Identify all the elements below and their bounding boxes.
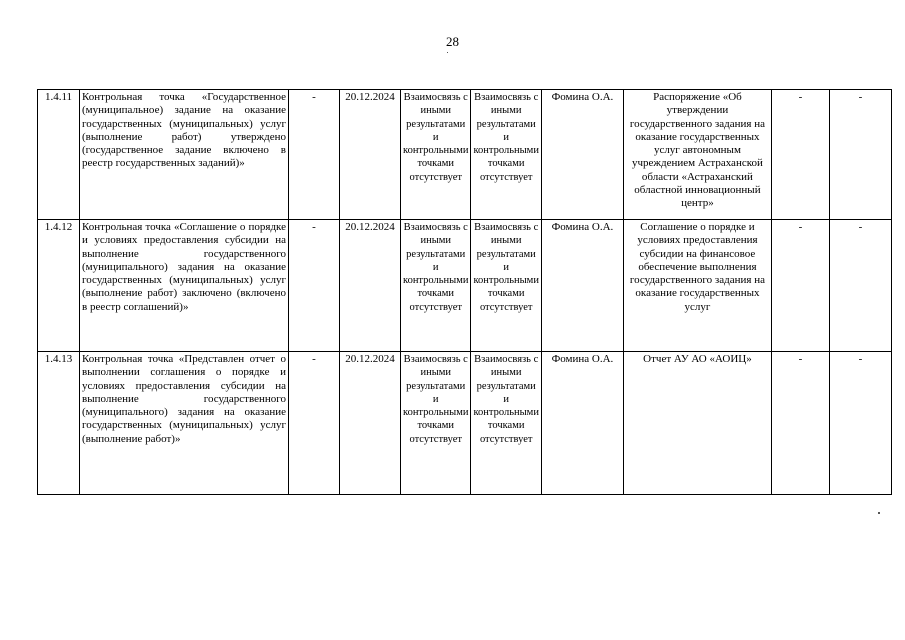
row-link-b: Взаимосвязь с иными результатами и контрольными точками отсутствует <box>471 90 541 220</box>
row-document: Распоряжение «Об утверждении государственного задания на оказание государственных услуг автономным учреждением Астраханской области «Астраханский областной инновационный центр» <box>623 90 771 220</box>
row-number: 1.4.11 <box>38 90 80 220</box>
row-document: Отчет АУ АО «АОИЦ» <box>623 352 771 495</box>
cell-dash: - <box>829 220 891 352</box>
row-description: Контрольная точка «Представлен отчет о выполнении соглашения о порядке и условиях предоставления субсидии на выполнение государственного (муниципального) задания на оказание государственных (муниципальных) услуг (выполнение работ)» <box>80 352 289 495</box>
cell-dash: - <box>289 352 340 495</box>
scan-speck <box>878 512 880 514</box>
row-link-b: Взаимосвязь с иными результатами и контрольными точками отсутствует <box>471 352 541 495</box>
cell-dash: - <box>829 90 891 220</box>
cell-dash: - <box>771 90 829 220</box>
row-date: 20.12.2024 <box>340 352 401 495</box>
row-description: Контрольная точка «Государственное (муниципальное) задание на оказание государственных (муниципальных) услуг (выполнение работ) утверждено (государственное задание включено в реестр государственных заданий)» <box>80 90 289 220</box>
row-link-a: Взаимосвязь с иными результатами и контрольными точками отсутствует <box>401 352 471 495</box>
cell-dash: - <box>289 220 340 352</box>
cell-dash: - <box>829 352 891 495</box>
cell-dash: - <box>289 90 340 220</box>
cell-dash: - <box>771 352 829 495</box>
table-row <box>38 90 892 220</box>
scan-speck <box>447 52 448 53</box>
row-responsible: Фомина О.А. <box>541 90 623 220</box>
row-number: 1.4.12 <box>38 220 80 352</box>
table-row <box>38 352 892 495</box>
row-number: 1.4.13 <box>38 352 80 495</box>
row-link-b: Взаимосвязь с иными результатами и контрольными точками отсутствует <box>471 220 541 352</box>
control-points-table <box>37 89 892 495</box>
row-link-a: Взаимосвязь с иными результатами и контрольными точками отсутствует <box>401 90 471 220</box>
row-date: 20.12.2024 <box>340 220 401 352</box>
cell-dash: - <box>771 220 829 352</box>
row-description: Контрольная точка «Соглашение о порядке и условиях предоставления субсидии на выполнение государственного (муниципального) задания на оказание государственных (муниципальных) услуг (выполнение работ) заключено (включено в реестр соглашений)» <box>80 220 289 352</box>
row-responsible: Фомина О.А. <box>541 352 623 495</box>
row-date: 20.12.2024 <box>340 90 401 220</box>
table-row <box>38 220 892 352</box>
page-number: 28 <box>446 34 459 49</box>
row-document: Соглашение о порядке и условиях предоставления субсидии на финансовое обеспечение выполнения государственного задания на оказание государственных услуг <box>623 220 771 352</box>
row-link-a: Взаимосвязь с иными результатами и контрольными точками отсутствует <box>401 220 471 352</box>
row-responsible: Фомина О.А. <box>541 220 623 352</box>
